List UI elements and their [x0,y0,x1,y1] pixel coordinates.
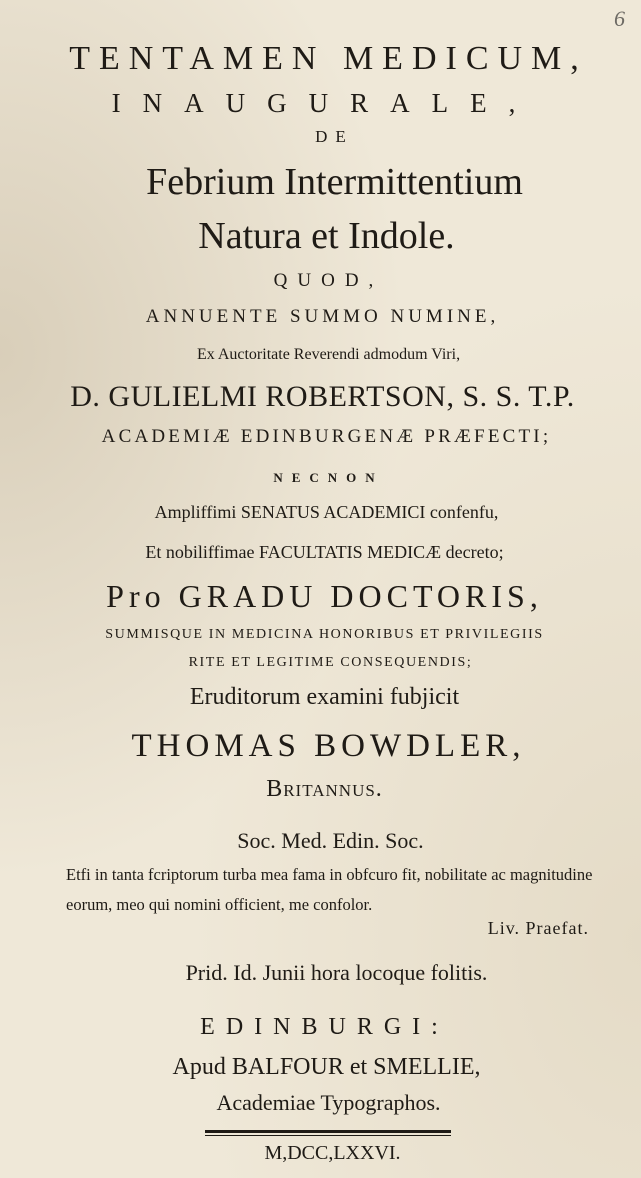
imprint-printers: Apud BALFOUR et SMELLIE, [172,1054,481,1080]
corner-mark: 6 [614,6,625,31]
author-nationality: Britannus. [266,776,383,802]
title-de: DE [315,127,354,146]
title-tentamen: TENTAMEN MEDICUM, [69,40,588,77]
text-pro-gradu: Pro GRADU DOCTORIS, [106,578,543,614]
text-necnon: NECNON [273,470,384,485]
author-name: THOMAS BOWDLER, [131,728,526,764]
text-academiae: ACADEMIÆ EDINBURGENÆ PRÆFECTI; [101,426,552,447]
imprint-role: Academiae Typographos. [216,1090,441,1115]
text-facultatis: Et nobiliffimae FACULTATIS MEDICÆ decreto; [145,542,504,562]
title-febrium: Febrium Intermittentium [146,161,523,203]
title-natura: Natura et Indole. [198,215,455,257]
divider-rule-thick [205,1130,451,1133]
imprint-city: EDINBURGI: [200,1014,449,1040]
text-quod: QUOD, [273,270,384,291]
text-auctoritate: Ex Auctoritate Reverendi admodum Viri, [196,346,461,363]
text-annuente: ANNUENTE SUMMO NUMINE, [145,306,500,327]
text-summisque: SUMMISQUE IN MEDICINA HONORIBUS ET PRIVILEGIIS [105,627,544,642]
epigraph-text: Etfi in tanta fcriptorum turba mea fama in obfcuro fit, nobilitate ac magnitudine eorum, meo qui nomini officient, me confolor. [66,865,593,914]
author-society: Soc. Med. Edin. Soc. [237,828,424,853]
text-eruditorum: Eruditorum examini fubjicit [189,684,460,710]
text-robertson: D. GULIELMI ROBERTSON, S. S. T.P. [70,380,575,413]
text-senatus: Ampliffimi SENATUS ACADEMICI confenfu, [154,502,499,522]
text-rite: RITE ET LEGITIME CONSEQUENDIS; [188,655,473,670]
epigraph-attribution: Liv. Praefat. [487,918,589,938]
divider-rule-thin [205,1135,451,1136]
title-inaugurale: INAUGURALE, [111,88,538,118]
imprint-date-line: Prid. Id. Junii hora locoque folitis. [185,960,488,985]
imprint-year: M,DCC,LXXVI. [264,1142,401,1164]
